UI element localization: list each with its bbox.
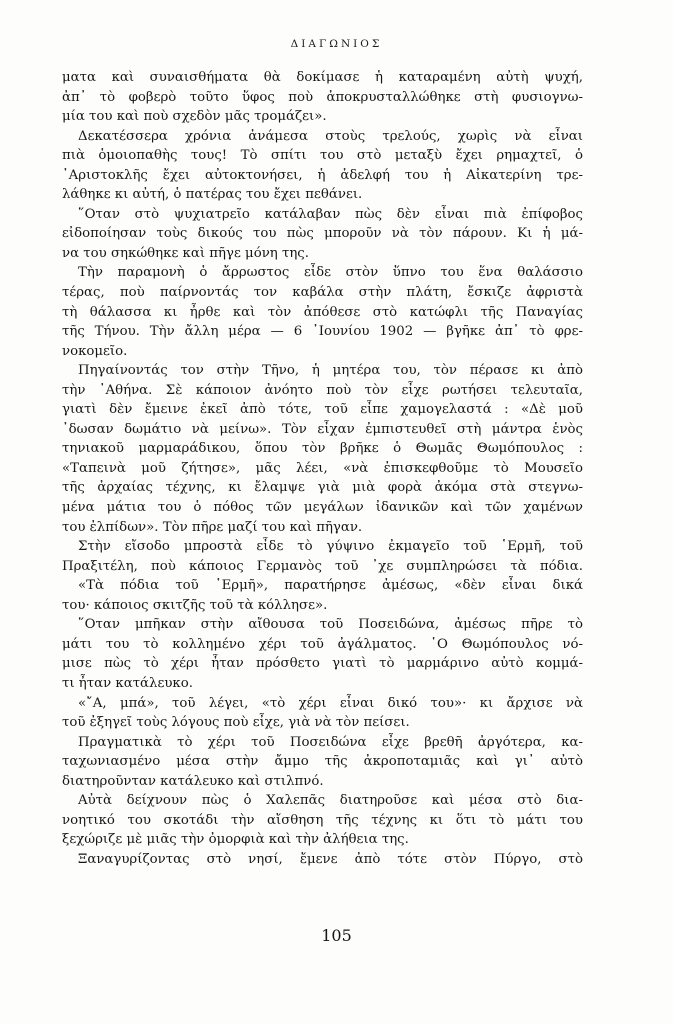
text-line: τοῦ ἐξηγεῖ τοὺς λόγους ποὺ εἶχε, γιὰ νὰ τὸν πείσει. <box>62 715 410 731</box>
text-line: Ξαναγυρίζοντας στὸ νησί, ἔμενε ἀπὸ τότε στὸν Πύργο, στὸ <box>78 851 583 867</box>
text-line: νοητικό του σκοτάδι τὴν αἴσθηση τῆς τέχνης κι ὅτι τὸ μάτι του <box>62 812 583 828</box>
text-line: τῆς Τήνου. Τὴν ἄλλη μέρα — 6 ᾿Ιουνίου 1902 — βγῆκε ἀπ᾿ τὸ φρε- <box>62 324 583 340</box>
text-line: τὴ θάλασσα κι ἦρθε καὶ τὸν ἀπόθεσε στὸ κατώφλι τῆς Παναγίας <box>62 304 583 320</box>
text-line: ξεχώριζε μὲ μιᾶς τὴν ὀμορφιὰ καὶ τὴν ἀλήθεια της. <box>62 832 409 848</box>
text-line: Δεκατέσσερα χρόνια ἀνάμεσα στοὺς τρελούς, χωρὶς νὰ εἶναι <box>78 128 583 144</box>
text-line: ματα καὶ συναισθήματα θὰ δοκίμασε ἡ καταραμένη αὐτὴ ψυχή, <box>62 70 583 85</box>
text-line: ᾿Αριστοκλῆς ἔχει αὐτοκτονήσει, ἡ ἀδελφή του ἡ Αἰκατερίνη τρε- <box>62 167 583 183</box>
text-line: νοκομεῖο. <box>62 343 128 359</box>
text-line: εἰδοποίησαν τοὺς δικούς του πὼς μποροῦν νὰ τὸν πάρουν. Κι ἡ μά- <box>62 226 583 242</box>
text-line: λάθηκε κι αὐτή, ὁ πατέρας του ἔχει πεθάνει. <box>62 187 363 203</box>
running-head: ΔΙΑΓΩΝΙΟΣ <box>290 38 383 50</box>
text-line: διατηροῦνταν κατάλευκο καὶ στιλπνό. <box>62 773 324 789</box>
text-line: μία του καὶ ποὺ σχεδὸν μᾶς τρομάζει». <box>62 109 327 125</box>
page-number: 105 <box>321 926 352 945</box>
text-line: του· κάποιος σκιτζῆς τοῦ τὰ κόλλησε». <box>62 597 328 613</box>
text-line: ταχωνιασμένο μέσα στὴν ἄμμο τῆς ἀκροποταμιᾶς καὶ γι᾿ αὐτὸ <box>62 754 583 770</box>
text-line: πιὰ ὁμοιοπαθὴς τους! Τὸ σπίτι του στὸ μεταξὺ ἔχει ρημαχτεῖ, ὁ <box>62 148 583 164</box>
text-line: ἀπ᾿ τὸ φοβερὸ τοῦτο ὕφος ποὺ ἀποκρυσταλλώθηκε στὴ φυσιογνω- <box>62 89 583 105</box>
text-line: τέρας, ποὺ παίρνοντάς τον καβάλα στὴν πλάτη, ἔσκιζε ἀφριστὰ <box>62 285 583 301</box>
text-line: Πραξιτέλη, ποὺ κάποιος Γερμανὸς τοῦ ᾿χε συμπληρώσει τὰ πόδια. <box>62 558 583 574</box>
text-line: Αὐτὰ δείχνουν πὼς ὁ Χαλεπᾶς διατηροῦσε καὶ μέσα στὸ δια- <box>78 793 583 809</box>
text-line: μισε πὼς τὸ χέρι ἦταν πρόσθετο γιατὶ τὸ μαρμάρινο αὐτὸ κομμά- <box>62 656 583 672</box>
text-line: ῞Οταν στὸ ψυχιατρεῖο κατάλαβαν πὼς δὲν εἶναι πιὰ ἐπίφοβος <box>78 206 583 222</box>
text-line: ᾿δωσαν δωμάτιο νὰ μείνω». Τὸν εἶχαν ἐμπιστευθεῖ στὴ μάντρα ἑνὸς <box>62 421 583 437</box>
text-line: μένα μάτια του ὁ πόθος τῶν μεγάλων ἰδανικῶν καὶ τῶν χαμένων <box>62 500 583 516</box>
text-line: γιατὶ δὲν ἔμεινε ἐκεῖ ἀπὸ τότε, τοῦ εἶπε χαμογελαστά : «Δὲ μοῦ <box>62 402 583 418</box>
text-line: ῞Οταν μπῆκαν στὴν αἴθουσα τοῦ Ποσειδώνα, ἀμέσως πῆρε τὸ <box>78 617 583 633</box>
text-line: τῆς ἀρχαίας τέχνης, κι ἔλαμψε γιὰ μιὰ φορὰ ἀκόμα στὰ στεγνω- <box>62 480 583 496</box>
text-line: τηνιακοῦ μαρμαράδικου, ὅπου τὸν βρῆκε ὁ Θωμᾶς Θωμόπουλος : <box>62 441 583 457</box>
text-line: τι ἦταν κατάλευκο. <box>62 675 193 691</box>
text-line: να του σηκώθηκε καὶ πῆγε μόνη της. <box>62 245 309 261</box>
text-line: μάτι του τὸ κολλημένο χέρι τοῦ ἀγάλματος. ῾Ο Θωμόπουλος νό- <box>62 636 583 652</box>
text-line: «Ταπεινὰ μοῦ ζήτησε», μᾶς λέει, «νὰ ἐπισκεφθοῦμε τὸ Μουσεῖο <box>62 460 583 476</box>
text-line: τὴν ᾿Αθήνα. Σὲ κάποιον ἀνόητο ποὺ τὸν εἶχε ρωτήσει τελευταῖα, <box>62 382 583 398</box>
body-text <box>62 68 583 869</box>
text-line: «῎Α, μπά», τοῦ λέγει, «τὸ χέρι εἶναι δικό του»· κι ἄρχισε νὰ <box>78 695 583 711</box>
text-line: Στὴν εἴσοδο μπροστὰ εἶδε τὸ γύψινο ἐκμαγεῖο τοῦ ῾Ερμῆ, τοῦ <box>78 539 583 555</box>
text-line: του ἐλπίδων». Τὸν πῆρε μαζί του καὶ πῆγαν. <box>62 519 363 535</box>
text-line: Τὴν παραμονὴ ὁ ἄρρωστος εἶδε στὸν ὕπνο του ἕνα θαλάσσιο <box>78 265 583 281</box>
text-line: «Τὰ πόδια τοῦ ῾Ερμῆ», παρατήρησε ἀμέσως, «δὲν εἶναι δικά <box>78 578 583 594</box>
text-line: Πηγαίνοντάς τον στὴν Τῆνο, ἡ μητέρα του, τὸν πέρασε κι ἀπὸ <box>78 363 583 379</box>
text-line: Πραγματικὰ τὸ χέρι τοῦ Ποσειδώνα εἶχε βρεθῆ ἀργότερα, κα- <box>78 734 583 750</box>
